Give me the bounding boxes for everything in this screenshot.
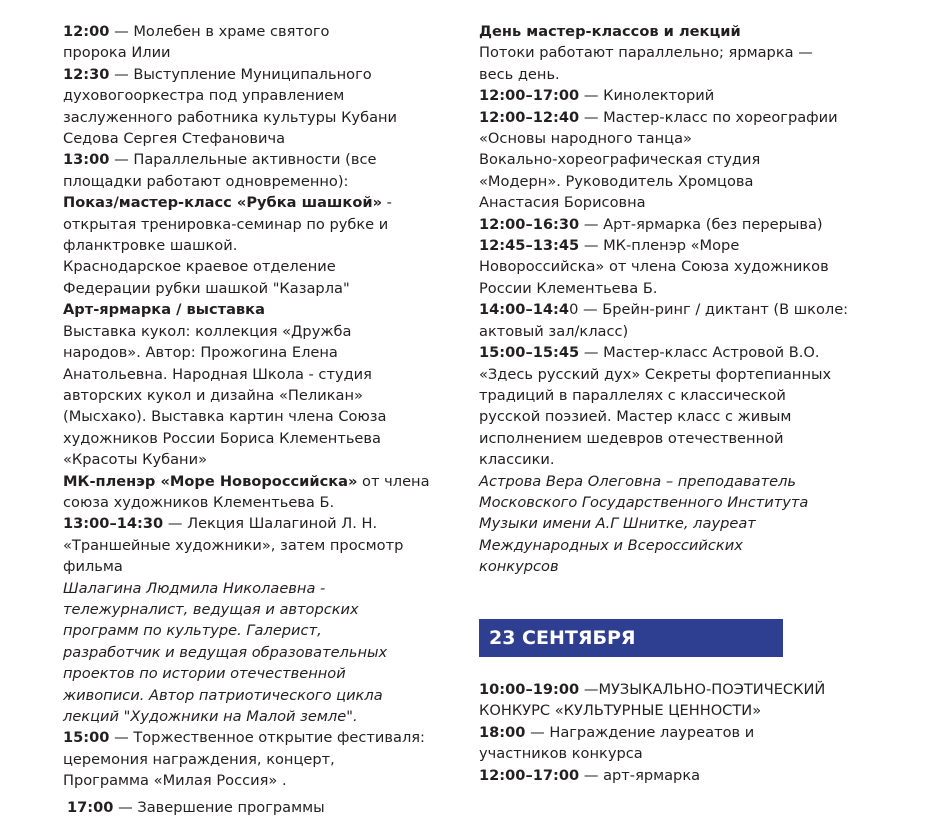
- item-text: (Мысхако). Выставка картин члена Союза: [63, 408, 387, 426]
- activity-title: Показ/мастер-класс «Рубка шашкой»: [63, 194, 383, 212]
- bio-text: Шалагина Людмила Николаевна -: [63, 579, 326, 597]
- item-text: Анатольевна. Народная Школа - студия: [63, 365, 372, 383]
- schedule-item: [63, 471, 453, 492]
- time-label: 12:30: [63, 65, 110, 83]
- item-text: фланктровке шашкой.: [63, 237, 238, 255]
- item-text: «Траншейные художники», затем просмотр: [63, 536, 404, 554]
- item-text: традиций в параллелях с классической: [479, 386, 786, 404]
- item-text: -: [382, 194, 392, 212]
- time-label: 14:00–14:4: [479, 301, 570, 319]
- item-text: Федерации рубки шашкой "Казарла": [63, 279, 350, 297]
- item-text: — Молебен в храме святого: [109, 23, 330, 40]
- item-text: России Клементьева Б.: [479, 279, 658, 297]
- item-text: фильма: [63, 558, 123, 576]
- item-text: открытая тренировка-семинар по рубке и: [63, 215, 389, 233]
- item-text: «Красоты Кубани»: [63, 451, 208, 469]
- item-text: КОНКУРС «КУЛЬТУРНЫЕ ЦЕННОСТИ»: [479, 702, 762, 720]
- bio-text: программ по культуре. Галерист,: [63, 622, 322, 640]
- schedule-item: [479, 85, 899, 106]
- bio-text: Международных и Всероссийских: [479, 536, 743, 554]
- item-text: — арт-ярмарка: [579, 766, 701, 784]
- schedule-item: [63, 64, 453, 85]
- item-text: —МУЗЫКАЛЬНО-ПОЭТИЧЕСКИЙ: [579, 681, 826, 698]
- time-label: 12:00–12:40: [479, 108, 580, 126]
- item-text: пророка Илии: [63, 44, 171, 62]
- item-text: — Награждение лауреатов и: [525, 723, 755, 741]
- activity-title: МК-пленэр «Море Новороссийска»: [63, 472, 358, 490]
- item-text: «Здесь русский дух» Секреты фортепианных: [479, 365, 832, 383]
- item-text: участников конкурса: [479, 745, 643, 763]
- item-text: Седова Сергея Стефановича: [63, 130, 286, 148]
- item-text: заслуженного работника культуры Кубани: [63, 108, 398, 126]
- item-text: народов». Автор: Прожогина Елена: [63, 344, 338, 362]
- bio-text: конкурсов: [479, 558, 559, 576]
- item-text: 0 — Брейн-ринг / диктант (В школе:: [569, 301, 849, 319]
- item-text: Краснодарское краевое отделение: [63, 258, 336, 276]
- bio-text: Музыки имени А.Г Шнитке, лауреат: [479, 515, 756, 533]
- time-label: 12:45–13:45: [479, 237, 580, 255]
- time-label: 12:00–16:30: [479, 215, 580, 233]
- item-text: — Кинолекторий: [579, 87, 715, 105]
- schedule-item: [479, 299, 899, 320]
- item-text: — МК-пленэр «Море: [579, 237, 740, 255]
- item-text: — Арт-ярмарка (без перерыва): [579, 215, 823, 233]
- item-text: Новороссийска» от члена Союза художников: [479, 258, 829, 276]
- schedule-left-column: [63, 21, 453, 792]
- time-label: 13:00–14:30: [63, 515, 164, 533]
- item-text: — Мастер-класс по хореографии: [579, 108, 838, 126]
- schedule-item: [63, 299, 453, 320]
- time-label: 10:00–19:00: [479, 681, 580, 698]
- schedule-item: [479, 214, 899, 235]
- item-text: Потоки работают параллельно; ярмарка —: [479, 44, 813, 62]
- schedule-item: [479, 679, 899, 700]
- schedule-item: [479, 765, 899, 786]
- item-text: — Торжественное открытие фестиваля:: [109, 729, 425, 747]
- item-text: — Параллельные активности (все: [109, 151, 377, 169]
- item-text: — Выступление Муниципального: [109, 65, 372, 83]
- schedule-item: [479, 107, 899, 128]
- bio-text: Московского Государственного Института: [479, 493, 809, 511]
- bio-text: разработчик и ведущая образовательных: [63, 643, 388, 661]
- section-heading: [479, 21, 899, 42]
- item-text: исполнением шедевров отечественной: [479, 429, 784, 447]
- item-text: церемония награждения, концерт,: [63, 750, 335, 768]
- bio-text: лекций "Художники на Малой земле".: [63, 708, 358, 725]
- schedule-item: [63, 513, 453, 534]
- item-text: Анастасия Борисовна: [479, 194, 646, 212]
- item-text: Вокально-хореографическая студия: [479, 151, 761, 169]
- bio-text: живописи. Автор патриотического цикла: [63, 686, 383, 704]
- schedule-right-column: [479, 21, 899, 578]
- time-label: 12:00–17:00: [479, 766, 580, 784]
- item-text: авторских кукол и дизайна «Пеликан»: [63, 386, 363, 404]
- time-label: 17:00: [67, 799, 114, 816]
- item-text: классики.: [479, 451, 555, 469]
- time-label: 15:00: [63, 729, 110, 747]
- bio-text: Астрова Вера Олеговна – преподаватель: [479, 472, 797, 490]
- time-label: 12:00: [63, 23, 110, 40]
- schedule-item: [479, 235, 899, 256]
- time-label: 18:00: [479, 723, 526, 741]
- schedule-item-closing: [67, 797, 325, 818]
- schedule-item: [479, 342, 899, 363]
- schedule-item: [63, 192, 453, 213]
- item-text: «Модерн». Руководитель Хромцова: [479, 172, 754, 190]
- item-text: весь день.: [479, 65, 560, 83]
- item-text: духовогооркестра под управлением: [63, 87, 345, 105]
- time-label: 15:00–15:45: [479, 344, 580, 362]
- schedule-item: [63, 149, 453, 170]
- bio-text: тележурналист, ведущая и авторских: [63, 600, 359, 618]
- item-text: союза художников Клементьева Б.: [63, 493, 335, 511]
- sept23-schedule: [479, 679, 899, 786]
- item-text: художников России Бориса Клементьева: [63, 429, 381, 447]
- item-text: — Лекция Шалагиной Л. Н.: [163, 515, 378, 533]
- time-label: 13:00: [63, 151, 110, 169]
- item-text: — Мастер-класс Астровой В.О.: [579, 344, 820, 362]
- activity-title: Арт-ярмарка / выставка: [63, 301, 265, 319]
- schedule-item: [63, 727, 453, 748]
- item-text: площадки работают одновременно):: [63, 172, 349, 190]
- date-banner: 23 СЕНТЯБРЯ: [479, 619, 783, 657]
- item-text: — Завершение программы: [113, 799, 325, 816]
- time-label: 12:00–17:00: [479, 87, 580, 105]
- item-text: «Основы народного танца»: [479, 130, 692, 148]
- item-text: Выставка кукол: коллекция «Дружба: [63, 322, 352, 340]
- bio-text: проектов по истории отечественной: [63, 665, 346, 683]
- item-text: актовый зал/класс): [479, 322, 629, 340]
- item-text: русской поэзией. Мастер класс с живым: [479, 408, 792, 426]
- schedule-item: [479, 722, 899, 743]
- schedule-item: [63, 21, 453, 42]
- item-text: Программа «Милая Россия» .: [63, 772, 287, 790]
- section-heading-text: День мастер-классов и лекций: [479, 23, 741, 40]
- item-text: от члена: [357, 472, 430, 490]
